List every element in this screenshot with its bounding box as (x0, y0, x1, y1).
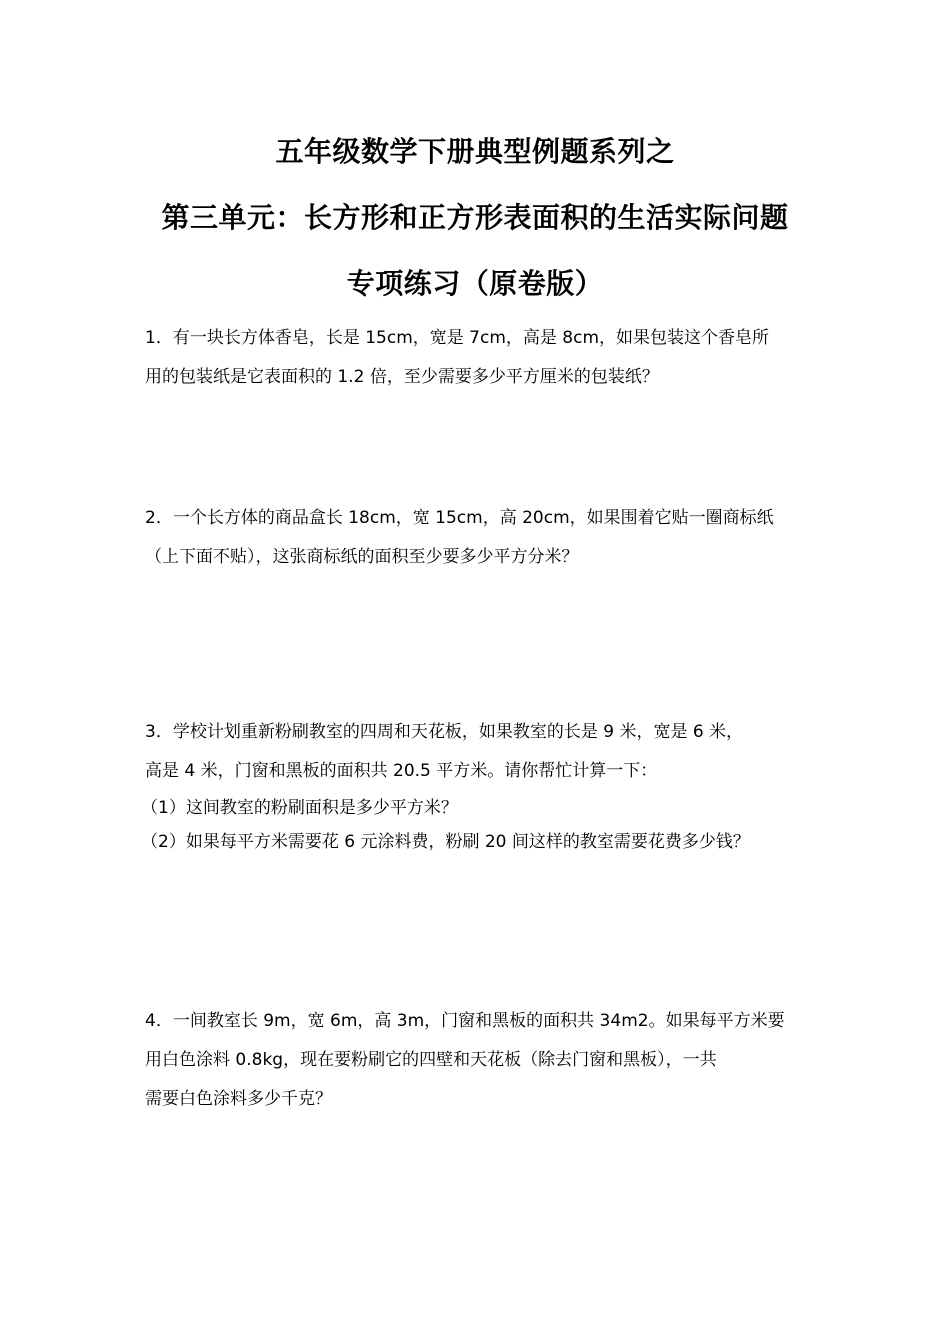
question-3 (141, 713, 815, 859)
question-2-line-2: （上下面不贴），这张商标纸的面积至少要多少平方分米？ (145, 547, 579, 567)
title-series: 五年级数学下册典型例题系列之 (275, 135, 675, 168)
question-1-line-2: 用的包装纸是它表面积的 1.2 倍，至少需要多少平方厘米的包装纸？ (145, 367, 659, 387)
question-4-line-3: 需要白色涂料多少千克？ (145, 1089, 332, 1109)
question-1 (145, 319, 815, 397)
question-3-part-1: （1）这间教室的粉刷面积是多少平方米？ (141, 798, 458, 818)
question-2-line-1: 2．一个长方体的商品盒长 18cm，宽 15cm，高 20cm，如果围着它贴一圈商标纸 (145, 508, 774, 528)
title-practice: 专项练习（原卷版） (346, 267, 604, 300)
title-unit: 第三单元：长方形和正方形表面积的生活实际问题 (161, 201, 789, 234)
question-2 (145, 499, 815, 577)
question-1-line-1: 1．有一块长方体香皂，长是 15cm，宽是 7cm，高是 8cm，如果包装这个香皂所 (145, 328, 770, 348)
question-4-line-1: 4．一间教室长 9m，宽 6m，高 3m，门窗和黑板的面积共 34m2。如果每平方米要 (145, 1011, 785, 1031)
question-3-part-2: （2）如果每平方米需要花 6 元涂料费，粉刷 20 间这样的教室需要花费多少钱？ (141, 832, 750, 852)
question-3-line-2: 高是 4 米，门窗和黑板的面积共 20.5 平方米。请你帮忙计算一下： (145, 761, 658, 781)
question-3-line-1: 3．学校计划重新粉刷教室的四周和天花板，如果教室的长是 9 米，宽是 6 米， (145, 722, 744, 742)
question-4-line-2: 用白色涂料 0.8kg，现在要粉刷它的四壁和天花板（除去门窗和黑板），一共 (145, 1050, 717, 1070)
question-4 (145, 1002, 815, 1119)
